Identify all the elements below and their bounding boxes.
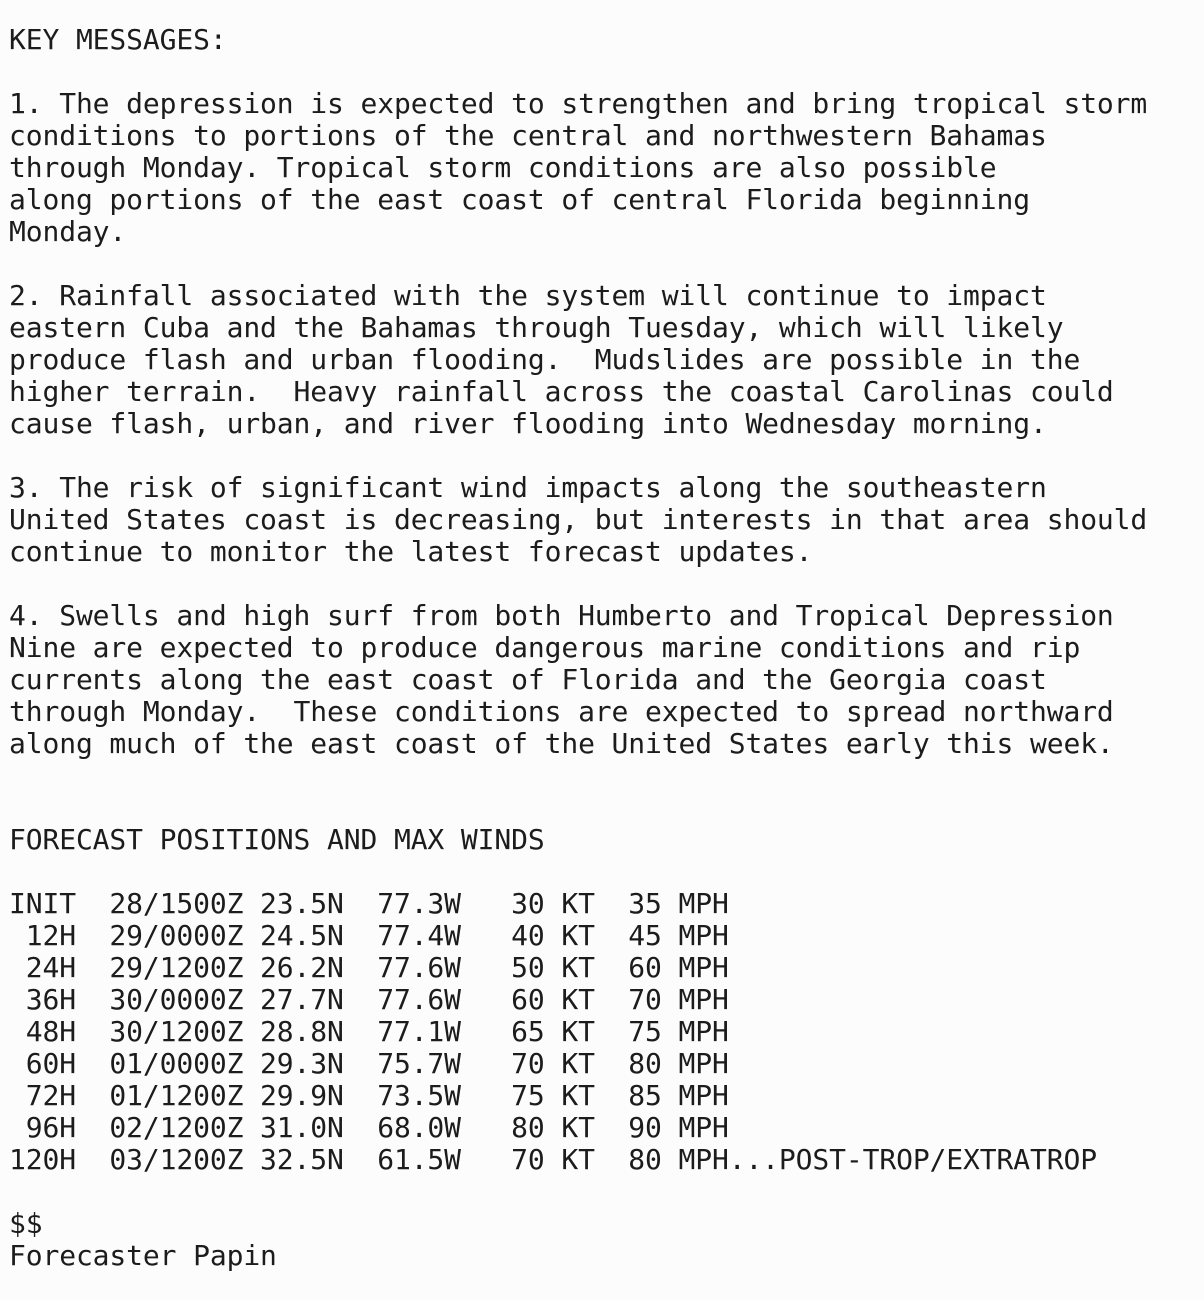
forecaster-signature: Forecaster Papin [9, 1239, 277, 1272]
key-message-line: along portions of the east coast of central Florida beginning [9, 183, 1030, 216]
key-message-1 [9, 88, 1204, 248]
key-message-line: produce flash and urban flooding. Mudslides are possible in the [9, 343, 1081, 376]
key-message-line: 3. The risk of significant wind impacts along the southeastern [9, 471, 1047, 504]
forecast-table [9, 888, 1204, 1176]
key-message-line: 1. The depression is expected to strengthen and bring tropical storm [9, 87, 1148, 120]
key-message-line: along much of the east coast of the United States early this week. [9, 727, 1114, 760]
end-separator: $$ [9, 1207, 43, 1240]
key-message-line: through Monday. Tropical storm conditions are also possible [9, 151, 997, 184]
key-message-line: currents along the east coast of Florida and the Georgia coast [9, 663, 1047, 696]
forecast-row: 36H 30/0000Z 27.7N 77.6W 60 KT 70 MPH [9, 983, 729, 1016]
key-message-line: cause flash, urban, and river flooding into Wednesday morning. [9, 407, 1047, 440]
forecast-row: 96H 02/1200Z 31.0N 68.0W 80 KT 90 MPH [9, 1111, 729, 1144]
key-message-3 [9, 472, 1204, 568]
forecast-heading: FORECAST POSITIONS AND MAX WINDS [9, 823, 545, 856]
forecast-row: 60H 01/0000Z 29.3N 75.7W 70 KT 80 MPH [9, 1047, 729, 1080]
key-message-line: higher terrain. Heavy rainfall across the coastal Carolinas could [9, 375, 1114, 408]
key-message-line: eastern Cuba and the Bahamas through Tuesday, which will likely [9, 311, 1064, 344]
key-message-line: continue to monitor the latest forecast updates. [9, 535, 813, 568]
key-message-line: through Monday. These conditions are expected to spread northward [9, 695, 1114, 728]
key-message-line: Monday. [9, 215, 127, 248]
key-message-line: 4. Swells and high surf from both Humberto and Tropical Depression [9, 599, 1114, 632]
key-message-2 [9, 280, 1204, 440]
key-message-line: 2. Rainfall associated with the system will continue to impact [9, 279, 1047, 312]
forecast-row: INIT 28/1500Z 23.5N 77.3W 30 KT 35 MPH [9, 887, 729, 920]
key-message-4 [9, 600, 1204, 760]
key-messages-heading: KEY MESSAGES: [9, 23, 227, 56]
forecast-row: 24H 29/1200Z 26.2N 77.6W 50 KT 60 MPH [9, 951, 729, 984]
forecast-row: 48H 30/1200Z 28.8N 77.1W 65 KT 75 MPH [9, 1015, 729, 1048]
forecast-row: 120H 03/1200Z 32.5N 61.5W 70 KT 80 MPH...POST-TROP/EXTRATROP [9, 1143, 1097, 1176]
forecast-row: 72H 01/1200Z 29.9N 73.5W 75 KT 85 MPH [9, 1079, 729, 1112]
key-message-line: United States coast is decreasing, but interests in that area should [9, 503, 1148, 536]
forecast-row: 12H 29/0000Z 24.5N 77.4W 40 KT 45 MPH [9, 919, 729, 952]
key-message-line: conditions to portions of the central and northwestern Bahamas [9, 119, 1047, 152]
key-message-line: Nine are expected to produce dangerous marine conditions and rip [9, 631, 1081, 664]
